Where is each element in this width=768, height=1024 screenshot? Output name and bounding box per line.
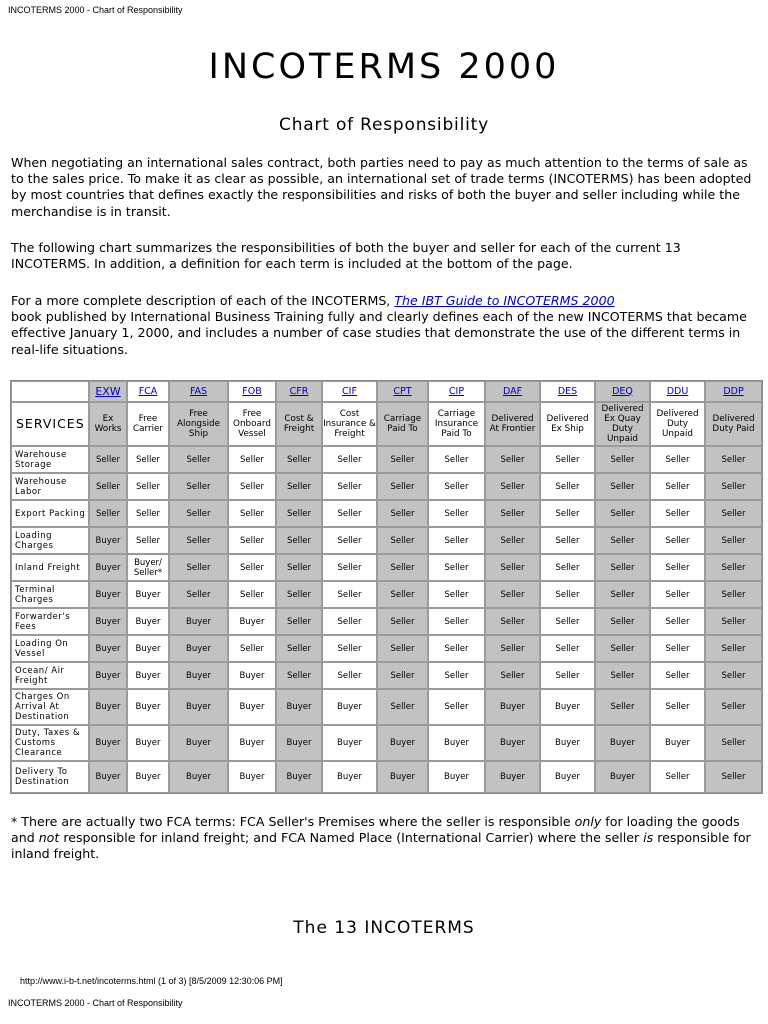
term-code-link-cfr[interactable]: CFR bbox=[289, 385, 309, 397]
responsibility-cell: Buyer bbox=[228, 662, 276, 689]
responsibility-cell: Buyer bbox=[228, 689, 276, 725]
responsibility-cell: Buyer bbox=[169, 635, 228, 662]
responsibility-cell: Buyer bbox=[127, 635, 169, 662]
responsibility-cell: Seller bbox=[377, 608, 428, 635]
responsibility-cell: Buyer bbox=[377, 725, 428, 761]
services-header: SERVICES bbox=[11, 402, 89, 446]
responsibility-cell: Seller bbox=[540, 662, 595, 689]
service-name-cell: Inland Freight bbox=[11, 554, 89, 581]
responsibility-cell: Seller bbox=[650, 500, 705, 527]
page-footer-title: INCOTERMS 2000 - Chart of Responsibility bbox=[8, 998, 183, 1008]
term-code-cell bbox=[485, 381, 540, 402]
footnote-text: responsible for inland freight. bbox=[11, 830, 751, 862]
responsibility-cell: Buyer bbox=[322, 689, 377, 725]
service-name-cell: Loading On Vessel bbox=[11, 635, 89, 662]
responsibility-cell: Buyer bbox=[377, 761, 428, 793]
responsibility-cell: Seller bbox=[322, 527, 377, 554]
responsibility-cell: Seller bbox=[428, 608, 485, 635]
footnote-emphasis: only bbox=[574, 814, 602, 829]
responsibility-cell: Seller bbox=[276, 581, 322, 608]
responsibility-cell: Seller bbox=[377, 446, 428, 473]
responsibility-cell: Buyer bbox=[276, 761, 322, 793]
term-code-cell bbox=[377, 381, 428, 402]
responsibility-cell: Seller bbox=[276, 446, 322, 473]
responsibility-cell: Buyer bbox=[650, 725, 705, 761]
responsibility-cell: Seller bbox=[705, 581, 762, 608]
table-row bbox=[11, 635, 762, 662]
responsibility-cell: Seller bbox=[169, 581, 228, 608]
term-name-cell: Delivered Ex Ship bbox=[540, 402, 595, 446]
header-blank-cell bbox=[11, 381, 89, 402]
responsibility-cell: Seller bbox=[428, 689, 485, 725]
footnote-emphasis: is bbox=[643, 830, 654, 846]
responsibility-cell: Seller bbox=[89, 446, 127, 473]
responsibility-cell: Seller bbox=[705, 689, 762, 725]
responsibility-cell: Seller bbox=[377, 581, 428, 608]
responsibility-cell: Buyer bbox=[169, 608, 228, 635]
responsibility-cell: Seller bbox=[595, 554, 650, 581]
responsibility-cell: Seller bbox=[485, 608, 540, 635]
service-name-cell: Ocean/ Air Freight bbox=[11, 662, 89, 689]
responsibility-cell: Seller bbox=[377, 635, 428, 662]
responsibility-cell: Seller bbox=[705, 527, 762, 554]
responsibility-cell: Seller bbox=[650, 473, 705, 500]
page-title: INCOTERMS 2000 bbox=[208, 47, 560, 87]
term-code-cell bbox=[650, 381, 705, 402]
responsibility-cell: Buyer bbox=[169, 725, 228, 761]
term-code-cell bbox=[169, 381, 228, 402]
term-code-cell bbox=[276, 381, 322, 402]
service-name-cell: Warehouse Labor bbox=[11, 473, 89, 500]
responsibility-cell: Buyer bbox=[428, 725, 485, 761]
term-code-link-fca[interactable]: FCA bbox=[138, 385, 158, 397]
responsibility-cell: Seller bbox=[650, 608, 705, 635]
responsibility-cell: Buyer bbox=[127, 581, 169, 608]
responsibility-cell: Seller bbox=[540, 500, 595, 527]
responsibility-cell: Seller bbox=[428, 581, 485, 608]
term-code-link-cip[interactable]: CIP bbox=[448, 385, 465, 397]
responsibility-cell: Seller bbox=[650, 662, 705, 689]
guide-paragraph bbox=[11, 293, 763, 358]
responsibility-cell: Seller bbox=[485, 581, 540, 608]
responsibility-cell: Seller bbox=[276, 500, 322, 527]
responsibility-cell: Seller bbox=[428, 554, 485, 581]
service-name-cell: Delivery To Destination bbox=[11, 761, 89, 793]
responsibility-cell: Seller bbox=[228, 635, 276, 662]
term-code-cell bbox=[127, 381, 169, 402]
responsibility-cell: Seller bbox=[650, 581, 705, 608]
responsibility-cell: Buyer bbox=[322, 725, 377, 761]
service-name-cell: Export Packing bbox=[11, 500, 89, 527]
responsibility-cell: Seller bbox=[540, 608, 595, 635]
responsibility-cell: Seller bbox=[276, 635, 322, 662]
term-name-cell: Free Alongside Ship bbox=[169, 402, 228, 446]
summary-paragraph: The following chart summarizes the responsibilities of both the buyer and seller for each of the current 13 INCOTERMS. In addition, a definition for each term is included at the bottom of the page. bbox=[11, 240, 681, 272]
table-row bbox=[11, 581, 762, 608]
term-name-cell: Free Onboard Vessel bbox=[228, 402, 276, 446]
term-code-link-deq[interactable]: DEQ bbox=[612, 385, 633, 397]
responsibility-cell: Seller bbox=[322, 446, 377, 473]
term-code-link-ddu[interactable]: DDU bbox=[666, 385, 689, 397]
service-name-cell: Warehouse Storage bbox=[11, 446, 89, 473]
responsibility-cell: Seller bbox=[127, 473, 169, 500]
responsibility-cell: Seller bbox=[650, 761, 705, 793]
table-row bbox=[11, 761, 762, 793]
responsibility-cell: Buyer bbox=[228, 725, 276, 761]
guide-text-before: For a more complete description of each of the INCOTERMS, bbox=[11, 293, 395, 308]
responsibility-cell: Buyer bbox=[89, 635, 127, 662]
responsibility-cell: Seller bbox=[705, 554, 762, 581]
responsibility-cell: Seller bbox=[377, 689, 428, 725]
responsibility-cell: Seller bbox=[377, 473, 428, 500]
term-code-cell bbox=[705, 381, 762, 402]
footnote-emphasis: not bbox=[38, 830, 60, 846]
responsibility-cell: Seller bbox=[322, 500, 377, 527]
responsibility-cell: Seller bbox=[650, 635, 705, 662]
responsibility-cell: Buyer bbox=[127, 662, 169, 689]
responsibility-cell: Seller bbox=[705, 725, 762, 761]
responsibility-cell: Seller bbox=[540, 554, 595, 581]
responsibility-cell: Seller bbox=[540, 581, 595, 608]
responsibility-chart bbox=[10, 380, 763, 794]
responsibility-cell: Seller bbox=[276, 662, 322, 689]
responsibility-cell: Buyer bbox=[276, 725, 322, 761]
term-code-link-daf[interactable]: DAF bbox=[502, 385, 523, 397]
responsibility-cell: Buyer bbox=[228, 761, 276, 793]
responsibility-cell: Buyer bbox=[322, 761, 377, 793]
term-name-cell: Delivered At Frontier bbox=[485, 402, 540, 446]
service-name-cell: Charges On Arrival At Destination bbox=[11, 689, 89, 725]
responsibility-cell: Seller bbox=[485, 473, 540, 500]
responsibility-cell: Buyer bbox=[127, 761, 169, 793]
term-name-cell: Delivered Duty Paid bbox=[705, 402, 762, 446]
responsibility-cell: Seller bbox=[322, 608, 377, 635]
responsibility-cell: Seller bbox=[228, 581, 276, 608]
responsibility-cell: Buyer bbox=[89, 761, 127, 793]
term-name-cell: Ex Works bbox=[89, 402, 127, 446]
responsibility-cell: Seller bbox=[169, 446, 228, 473]
term-code-cell bbox=[595, 381, 650, 402]
responsibility-cell: Seller bbox=[322, 554, 377, 581]
responsibility-cell: Seller bbox=[540, 473, 595, 500]
table-row bbox=[11, 689, 762, 725]
table-row bbox=[11, 446, 762, 473]
responsibility-cell: Seller bbox=[322, 581, 377, 608]
footer-url: http://www.i-b-t.net/incoterms.html (1 of 3) [8/5/2009 12:30:06 PM] bbox=[20, 976, 283, 986]
responsibility-cell: Seller bbox=[322, 473, 377, 500]
responsibility-cell: Seller bbox=[540, 446, 595, 473]
responsibility-cell: Seller bbox=[127, 527, 169, 554]
term-code-cell bbox=[89, 381, 127, 402]
responsibility-cell: Buyer bbox=[89, 689, 127, 725]
responsibility-cell: Seller bbox=[650, 689, 705, 725]
table-row bbox=[11, 473, 762, 500]
term-name-cell: Cost & Freight bbox=[276, 402, 322, 446]
term-code-link-ddp[interactable]: DDP bbox=[723, 385, 744, 397]
responsibility-cell: Seller bbox=[276, 473, 322, 500]
term-code-link-cif[interactable]: CIF bbox=[342, 385, 357, 397]
responsibility-cell: Seller bbox=[428, 662, 485, 689]
responsibility-cell: Seller bbox=[377, 500, 428, 527]
responsibility-cell: Seller bbox=[540, 527, 595, 554]
term-code-link-fas[interactable]: FAS bbox=[189, 385, 208, 397]
term-code-link-des[interactable]: DES bbox=[557, 385, 578, 397]
responsibility-cell: Seller bbox=[705, 761, 762, 793]
responsibility-cell: Seller bbox=[595, 581, 650, 608]
responsibility-cell: Buyer bbox=[428, 761, 485, 793]
section-heading: The 13 INCOTERMS bbox=[293, 918, 475, 938]
responsibility-cell: Seller bbox=[485, 554, 540, 581]
term-code-cell bbox=[322, 381, 377, 402]
responsibility-cell: Seller bbox=[485, 662, 540, 689]
responsibility-cell: Seller bbox=[89, 500, 127, 527]
table-row bbox=[11, 608, 762, 635]
responsibility-cell: Seller bbox=[228, 554, 276, 581]
responsibility-cell: Seller bbox=[428, 500, 485, 527]
term-name-cell: Carriage Insurance Paid To bbox=[428, 402, 485, 446]
responsibility-cell: Seller bbox=[169, 500, 228, 527]
responsibility-cell: Seller bbox=[377, 662, 428, 689]
term-code-cell bbox=[428, 381, 485, 402]
responsibility-cell: Seller bbox=[595, 689, 650, 725]
responsibility-cell: Buyer bbox=[89, 554, 127, 581]
fca-footnote bbox=[11, 814, 761, 863]
responsibility-cell: Seller bbox=[705, 500, 762, 527]
term-code-cell bbox=[228, 381, 276, 402]
responsibility-cell: Seller bbox=[276, 554, 322, 581]
responsibility-cell: Seller bbox=[276, 608, 322, 635]
responsibility-cell: Seller bbox=[127, 500, 169, 527]
service-name-cell: Forwarder's Fees bbox=[11, 608, 89, 635]
term-code-row bbox=[11, 381, 762, 402]
responsibility-cell: Seller bbox=[169, 554, 228, 581]
service-name-cell: Loading Charges bbox=[11, 527, 89, 554]
responsibility-cell: Seller bbox=[650, 527, 705, 554]
responsibility-cell: Buyer bbox=[169, 689, 228, 725]
responsibility-cell: Seller bbox=[485, 635, 540, 662]
responsibility-cell: Seller bbox=[377, 554, 428, 581]
table-row bbox=[11, 527, 762, 554]
responsibility-cell: Buyer bbox=[595, 725, 650, 761]
term-name-row bbox=[11, 402, 762, 446]
responsibility-cell: Seller bbox=[595, 500, 650, 527]
guide-text-after: book published by International Business Training fully and clearly defines each of the new INCOTERMS that became effective January 1, 2000, and includes a number of case studies that demonstrate the use of the different terms in real-life situations. bbox=[11, 309, 747, 357]
responsibility-cell: Buyer bbox=[540, 689, 595, 725]
responsibility-cell: Seller bbox=[89, 473, 127, 500]
responsibility-cell: Buyer bbox=[485, 689, 540, 725]
responsibility-cell: Seller bbox=[650, 446, 705, 473]
responsibility-cell: Seller bbox=[228, 500, 276, 527]
responsibility-cell: Buyer bbox=[127, 725, 169, 761]
service-name-cell: Terminal Charges bbox=[11, 581, 89, 608]
responsibility-cell: Seller bbox=[169, 527, 228, 554]
responsibility-cell: Seller bbox=[485, 500, 540, 527]
footnote-text: for loading the goods and bbox=[11, 814, 740, 846]
responsibility-cell: Seller bbox=[428, 635, 485, 662]
page-header: INCOTERMS 2000 - Chart of Responsibility bbox=[8, 5, 183, 15]
responsibility-cell: Seller bbox=[485, 446, 540, 473]
responsibility-cell: Buyer bbox=[485, 761, 540, 793]
term-name-cell: Cost Insurance & Freight bbox=[322, 402, 377, 446]
service-name-cell: Duty, Taxes & Customs Clearance bbox=[11, 725, 89, 761]
footnote-text: * There are actually two FCA terms: FCA Seller's Premises where the seller is responsible bbox=[11, 814, 575, 829]
ibt-guide-link[interactable]: The IBT Guide to INCOTERMS 2000 bbox=[394, 293, 615, 308]
responsibility-cell: Buyer bbox=[169, 662, 228, 689]
responsibility-cell: Seller bbox=[428, 446, 485, 473]
responsibility-cell: Seller bbox=[169, 473, 228, 500]
responsibility-cell: Seller bbox=[428, 527, 485, 554]
term-name-cell: Free Carrier bbox=[127, 402, 169, 446]
term-code-link-exw[interactable]: EXW bbox=[95, 384, 121, 398]
responsibility-cell: Seller bbox=[127, 446, 169, 473]
footnote-text: responsible for inland freight; and FCA Named Place (International Carrier) where the seller bbox=[59, 830, 644, 846]
term-name-cell: Delivered Ex Quay Duty Unpaid bbox=[595, 402, 650, 446]
responsibility-cell: Seller bbox=[228, 446, 276, 473]
responsibility-cell: Buyer bbox=[595, 761, 650, 793]
responsibility-cell: Seller bbox=[595, 473, 650, 500]
responsibility-cell: Seller bbox=[705, 635, 762, 662]
responsibility-cell: Buyer bbox=[89, 662, 127, 689]
responsibility-cell: Buyer bbox=[89, 725, 127, 761]
responsibility-cell: Seller bbox=[540, 635, 595, 662]
responsibility-cell: Seller bbox=[650, 554, 705, 581]
table-row bbox=[11, 554, 762, 581]
responsibility-cell: Seller bbox=[322, 635, 377, 662]
responsibility-cell: Seller bbox=[705, 473, 762, 500]
responsibility-cell: Seller bbox=[228, 527, 276, 554]
responsibility-cell: Buyer bbox=[169, 761, 228, 793]
term-name-cell: Delivered Duty Unpaid bbox=[650, 402, 705, 446]
term-name-cell: Carriage Paid To bbox=[377, 402, 428, 446]
responsibility-cell: Seller bbox=[595, 662, 650, 689]
responsibility-cell: Seller bbox=[322, 662, 377, 689]
intro-paragraph: When negotiating an international sales contract, both parties need to pay as much attention to the terms of sale as to the sales price. To make it as clear as possible, an international set of trade terms (INCOTERMS) has been adopted by most countries that defines exactly the responsibilities and risks of both the buyer and seller including while the merchandise is in transit. bbox=[11, 155, 752, 219]
responsibility-cell: Buyer bbox=[228, 608, 276, 635]
responsibility-cell: Buyer bbox=[540, 725, 595, 761]
responsibility-cell: Seller bbox=[377, 527, 428, 554]
responsibility-cell: Seller bbox=[428, 473, 485, 500]
responsibility-cell: Seller bbox=[228, 473, 276, 500]
term-code-cell bbox=[540, 381, 595, 402]
responsibility-cell: Seller bbox=[595, 446, 650, 473]
term-code-link-fob[interactable]: FOB bbox=[242, 385, 262, 397]
responsibility-cell: Seller bbox=[276, 527, 322, 554]
table-row bbox=[11, 662, 762, 689]
responsibility-cell: Seller bbox=[595, 635, 650, 662]
responsibility-cell: Buyer bbox=[89, 581, 127, 608]
table-row bbox=[11, 500, 762, 527]
table-row bbox=[11, 725, 762, 761]
responsibility-cell: Seller bbox=[485, 527, 540, 554]
responsibility-cell: Buyer/ Seller* bbox=[127, 554, 169, 581]
responsibility-cell: Seller bbox=[705, 608, 762, 635]
responsibility-cell: Buyer bbox=[276, 689, 322, 725]
responsibility-cell: Seller bbox=[595, 527, 650, 554]
page-subtitle: Chart of Responsibility bbox=[279, 115, 489, 135]
responsibility-cell: Buyer bbox=[127, 608, 169, 635]
responsibility-cell: Buyer bbox=[540, 761, 595, 793]
term-code-link-cpt[interactable]: CPT bbox=[393, 385, 412, 397]
responsibility-cell: Seller bbox=[705, 446, 762, 473]
responsibility-cell: Buyer bbox=[127, 689, 169, 725]
responsibility-cell: Seller bbox=[705, 662, 762, 689]
responsibility-cell: Buyer bbox=[485, 725, 540, 761]
responsibility-cell: Buyer bbox=[89, 527, 127, 554]
responsibility-cell: Seller bbox=[595, 608, 650, 635]
responsibility-cell: Buyer bbox=[89, 608, 127, 635]
